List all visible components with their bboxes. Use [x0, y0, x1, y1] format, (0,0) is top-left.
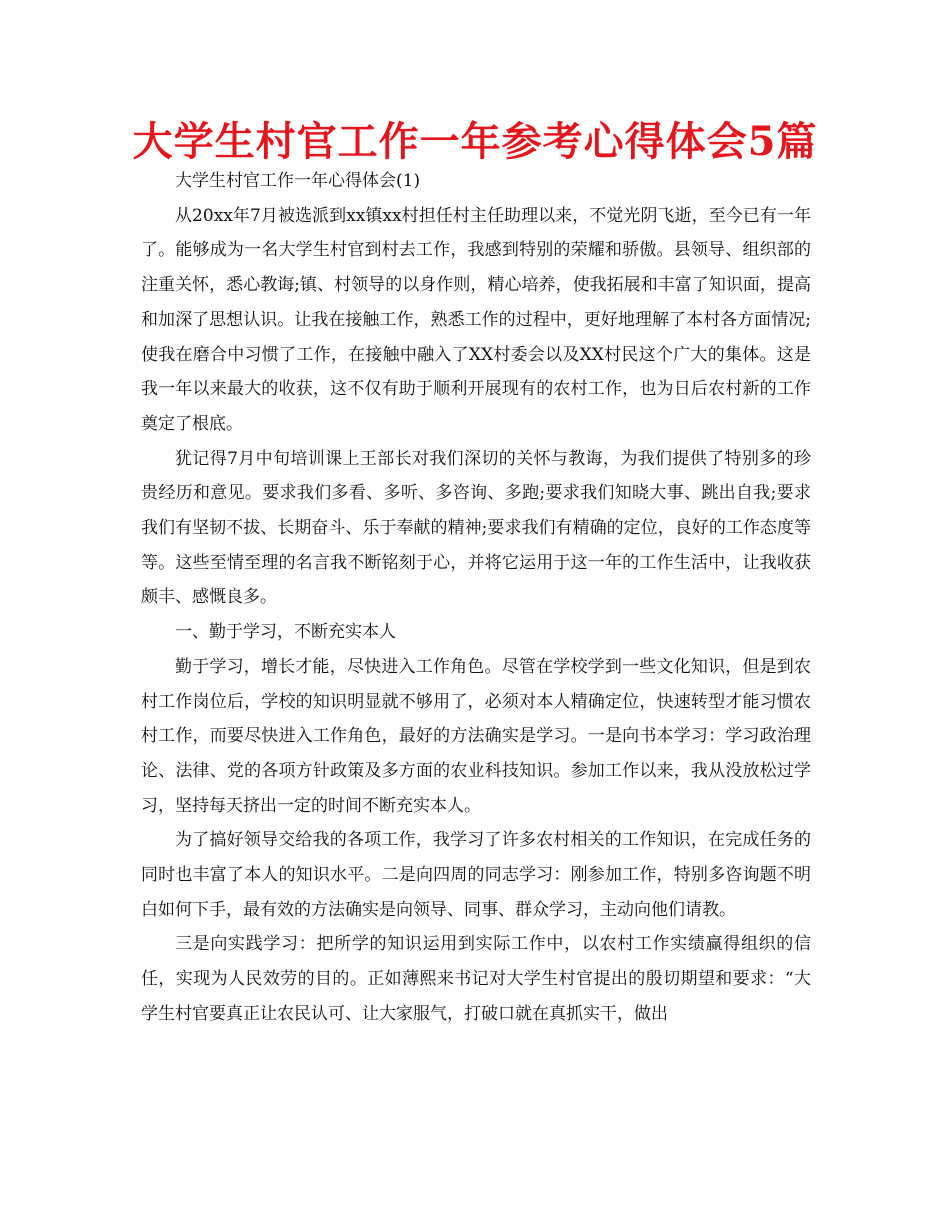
document-title: 大学生村官工作一年参考心得体会5篇	[132, 118, 818, 165]
paragraph: 从20xx年7月被选派到xx镇xx村担任村主任助理以来，不觉光阴飞逝，至今已有一年了。能够成为一名大学生村官到村去工作，我感到特别的荣耀和骄傲。县领导、组织部的注重关怀，悉心教诲;镇、村领导的以身作则，精心培养，使我拓展和丰富了知识面，提高和加深了思想认识。让我在接触工作，熟悉工作的过程中，更好地理解了本村各方面情况;使我在磨合中习惯了工作，在接触中融入了XX村委会以及XX村民这个广大的集体。这是我一年以来最大的收获，这不仅有助于顺利开展现有的农村工作，也为日后农村新的工作奠定了根底。	[141, 205, 811, 434]
document-body	[141, 164, 811, 1032]
paragraph: 犹记得7月中旬培训课上王部长对我们深切的关怀与教诲，为我们提供了特别多的珍贵经历和意见。要求我们多看、多听、多咨询、多跑;要求我们知晓大事、跳出自我;要求我们有坚韧不拔、长期奋斗、乐于奉献的精神;要求我们有精确的定位，良好的工作态度等等。这些至情至理的名言我不断铭刻于心，并将它运用于这一年的工作生活中，让我收获颇丰、感慨良多。	[141, 448, 811, 608]
paragraph: 三是向实践学习：把所学的知识运用到实际工作中，以农村工作实绩赢得组织的信任，实现为人民效劳的目的。正如薄熙来书记对大学生村官提出的殷切期望和要求：“大学生村官要真正让农民认可、让大家服气，打破口就在真抓实干，做出	[141, 934, 811, 1024]
paragraph: 为了搞好领导交给我的各项工作，我学习了许多农村相关的工作知识，在完成任务的同时也丰富了本人的知识水平。二是向四周的同志学习：刚参加工作，特别多咨询题不明白如何下手，最有效的方法确实是向领导、同事、群众学习，主动向他们请教。	[141, 830, 811, 920]
paragraph: 勤于学习，增长才能，尽快进入工作角色。尽管在学校学到一些文化知识，但是到农村工作岗位后，学校的知识明显就不够用了，必须对本人精确定位，快速转型才能习惯农村工作，而要尽快进入工作角色，最好的方法确实是学习。一是向书本学习：学习政治理论、法律、党的各项方针政策及多方面的农业科技知识。参加工作以来，我从没放松过学习，坚持每天挤出一定的时间不断充实本人。	[141, 656, 811, 816]
section-heading: 一、勤于学习，不断充实本人	[175, 622, 396, 643]
document-subtitle: 大学生村官工作一年心得体会(1)	[175, 171, 421, 191]
